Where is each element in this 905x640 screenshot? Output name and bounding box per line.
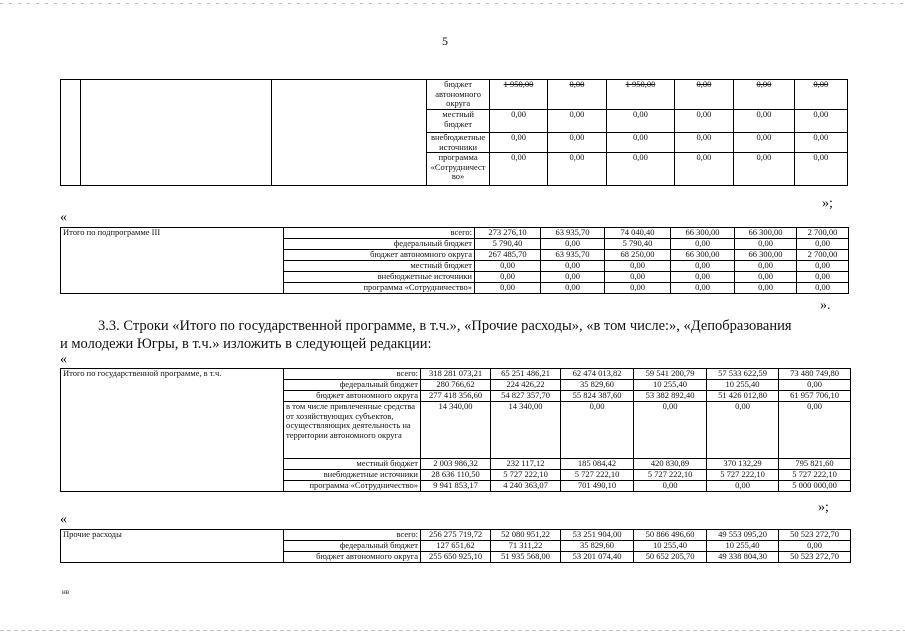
- funding-source: федеральный бюджет: [284, 380, 421, 391]
- value-cell: 2 700,00: [797, 250, 849, 261]
- value-cell: 0,00: [779, 541, 851, 552]
- value-cell: 255 650 925,10: [421, 552, 491, 563]
- paragraph-line-2: и молодежи Югры, в т.ч.» изложить в следующей редакции:: [60, 336, 432, 352]
- value-cell: 0,00: [797, 239, 849, 250]
- value-cell: 5 727 222,10: [491, 470, 561, 481]
- value-cell: 370 132,29: [707, 459, 779, 470]
- value-cell: 71 311,22: [491, 541, 561, 552]
- value-cell: 49 553 095,20: [707, 530, 779, 541]
- value-cell: 0,00: [735, 283, 797, 294]
- value-cell: 5 727 222,10: [707, 470, 779, 481]
- paragraph-line-1: 3.3. Строки «Итого по государственной программе, в т.ч.», «Прочие расходы», «в том числе:», «Депобразования: [98, 318, 792, 334]
- value-cell: 0,00: [475, 283, 541, 294]
- funding-source: федеральный бюджет: [284, 541, 421, 552]
- empty-cell: [61, 80, 81, 186]
- value-cell: 66 300,00: [671, 228, 735, 239]
- table-row: [61, 530, 851, 541]
- value-cell: 273 276,10: [475, 228, 541, 239]
- value-cell: 0,00: [605, 272, 671, 283]
- value-cell: 35 829,60: [561, 380, 634, 391]
- value-cell: 66 300,00: [735, 228, 797, 239]
- value-cell: 0,00: [475, 261, 541, 272]
- value-cell: 50 523 272,70: [779, 552, 851, 563]
- value-cell: 10 255,40: [707, 541, 779, 552]
- value-cell: 0,00: [561, 402, 634, 459]
- value-cell: 66 300,00: [671, 250, 735, 261]
- row-title: Итого по подпрограмме III: [61, 228, 284, 294]
- value-cell: 53 251 904,00: [561, 530, 634, 541]
- funding-source: программа «Сотрудничество»: [284, 481, 421, 492]
- value-cell: 0,00: [671, 239, 735, 250]
- value-cell: 10 255,40: [634, 541, 707, 552]
- footnote-mark: нв: [62, 588, 70, 596]
- funding-source: федеральный бюджет: [284, 239, 475, 250]
- funding-source: внебюджетные источники: [426, 133, 490, 153]
- value-cell: 5 790,40: [605, 239, 671, 250]
- funding-source: местный бюджет: [284, 261, 475, 272]
- value-cell: 0,00: [707, 402, 779, 459]
- funding-source: программа «Сотрудничество»: [284, 283, 475, 294]
- value-cell: 0,00: [794, 110, 847, 133]
- value-cell: 55 824 387,60: [561, 391, 634, 402]
- value-cell: 10 255,40: [634, 380, 707, 391]
- scan-bottom-edge: [0, 630, 905, 631]
- value-cell: 54 827 357,70: [491, 391, 561, 402]
- value-cell: 127 651,62: [421, 541, 491, 552]
- value-cell: 0,00: [607, 110, 675, 133]
- value-cell: 50 523 272,70: [779, 530, 851, 541]
- value-cell: 74 040,40: [605, 228, 671, 239]
- funding-source: бюджет автономного округа: [284, 391, 421, 402]
- funding-source: в том числе привлеченные средства от хозяйствующих субъектов, осуществляющих деятельность на территории автономного округа: [284, 402, 421, 459]
- value-cell: 0,00: [734, 110, 794, 133]
- value-cell: 68 250,00: [605, 250, 671, 261]
- value-cell: 51 426 012,80: [707, 391, 779, 402]
- value-cell: 49 338 804,30: [707, 552, 779, 563]
- funding-source: программа «Сотрудничест во»: [426, 153, 490, 186]
- value-cell: 0,00: [734, 153, 794, 186]
- value-cell: 0,00: [674, 80, 733, 110]
- value-cell: 420 830,89: [634, 459, 707, 470]
- value-cell: 0,00: [607, 153, 675, 186]
- value-cell: 65 251 486,21: [491, 369, 561, 380]
- funding-source: всего:: [284, 369, 421, 380]
- open-quote-4: «: [60, 512, 67, 527]
- value-cell: 0,00: [547, 110, 606, 133]
- value-cell: 5 790,40: [475, 239, 541, 250]
- value-cell: 0,00: [671, 261, 735, 272]
- value-cell: 0,00: [707, 481, 779, 492]
- value-cell: 50 652 205,70: [634, 552, 707, 563]
- subprogram-total-table: [60, 227, 849, 294]
- table-row: [61, 228, 849, 239]
- value-cell: 0,00: [541, 261, 605, 272]
- value-cell: 0,00: [490, 110, 547, 133]
- funding-source: внебюджетные источники: [284, 272, 475, 283]
- value-cell: 2 003 986,32: [421, 459, 491, 470]
- value-cell: 62 474 013,82: [561, 369, 634, 380]
- empty-cell: [272, 80, 427, 186]
- value-cell: 318 281 073,21: [421, 369, 491, 380]
- funding-source: бюджет автономного округа: [284, 552, 421, 563]
- value-cell: 10 255,40: [707, 380, 779, 391]
- value-cell: 277 418 356,60: [421, 391, 491, 402]
- closing-quote-1: »;: [822, 196, 833, 211]
- value-cell: 0,00: [735, 261, 797, 272]
- value-cell: 0,00: [674, 153, 733, 186]
- value-cell: 0,00: [797, 272, 849, 283]
- value-cell: 0,00: [671, 283, 735, 294]
- closing-quote-2: ».: [820, 298, 831, 313]
- value-cell: 280 766,62: [421, 380, 491, 391]
- funding-source: бюджет автономного округа: [426, 80, 490, 110]
- value-cell: 0,00: [735, 272, 797, 283]
- closing-quote-3: »;: [818, 500, 829, 515]
- row-title: Итого по государственной программе, в т.ч.: [61, 369, 284, 492]
- amendment-paragraph: [60, 317, 850, 353]
- value-cell: 267 485,70: [475, 250, 541, 261]
- funding-source: местный бюджет: [426, 110, 490, 133]
- program-total-table: [60, 368, 851, 492]
- value-cell: 53 382 892,40: [634, 391, 707, 402]
- value-cell: 0,00: [605, 261, 671, 272]
- funding-source: всего:: [284, 228, 475, 239]
- value-cell: 0,00: [779, 402, 851, 459]
- value-cell: 2 700,00: [797, 228, 849, 239]
- value-cell: 53 201 074,40: [561, 552, 634, 563]
- value-cell: 14 340,00: [421, 402, 491, 459]
- value-cell: 0,00: [605, 283, 671, 294]
- value-cell: 0,00: [794, 80, 847, 110]
- value-cell: 0,00: [674, 133, 733, 153]
- value-cell: 0,00: [541, 272, 605, 283]
- value-cell: 0,00: [634, 481, 707, 492]
- funding-source: местный бюджет: [284, 459, 421, 470]
- value-cell: 14 340,00: [491, 402, 561, 459]
- value-cell: 0,00: [794, 153, 847, 186]
- value-cell: 0,00: [607, 133, 675, 153]
- value-cell: 0,00: [735, 239, 797, 250]
- value-cell: 50 866 496,60: [634, 530, 707, 541]
- value-cell: 1 950,00: [607, 80, 675, 110]
- value-cell: 5 000 000,00: [779, 481, 851, 492]
- value-cell: 63 935,70: [541, 228, 605, 239]
- value-cell: 0,00: [541, 239, 605, 250]
- value-cell: 0,00: [547, 153, 606, 186]
- funding-source: внебюджетные источники: [284, 470, 421, 481]
- value-cell: 0,00: [634, 402, 707, 459]
- open-quote-3: «: [60, 352, 67, 367]
- value-cell: 0,00: [490, 153, 547, 186]
- value-cell: 0,00: [734, 80, 794, 110]
- value-cell: 0,00: [547, 133, 606, 153]
- value-cell: 0,00: [779, 380, 851, 391]
- value-cell: 0,00: [734, 133, 794, 153]
- value-cell: 28 636 110,50: [421, 470, 491, 481]
- value-cell: 0,00: [475, 272, 541, 283]
- value-cell: 701 490,10: [561, 481, 634, 492]
- row-title: Прочие расходы: [61, 530, 284, 563]
- table-row: [61, 80, 848, 110]
- value-cell: 0,00: [797, 261, 849, 272]
- value-cell: 52 080 951,22: [491, 530, 561, 541]
- value-cell: 1 950,00: [490, 80, 547, 110]
- value-cell: 0,00: [541, 283, 605, 294]
- page-number: 5: [442, 34, 448, 48]
- scan-top-edge: [0, 3, 905, 4]
- value-cell: 73 480 749,80: [779, 369, 851, 380]
- continuation-table: [60, 79, 848, 186]
- value-cell: 5 727 222,10: [634, 470, 707, 481]
- value-cell: 0,00: [671, 272, 735, 283]
- value-cell: 0,00: [674, 110, 733, 133]
- value-cell: 9 941 853,17: [421, 481, 491, 492]
- value-cell: 4 240 363,07: [491, 481, 561, 492]
- funding-source: бюджет автономного округа: [284, 250, 475, 261]
- value-cell: 57 533 622,59: [707, 369, 779, 380]
- value-cell: 185 084,42: [561, 459, 634, 470]
- value-cell: 35 829,60: [561, 541, 634, 552]
- value-cell: 224 426,22: [491, 380, 561, 391]
- value-cell: 61 957 706,10: [779, 391, 851, 402]
- empty-cell: [81, 80, 272, 186]
- value-cell: 5 727 222,10: [779, 470, 851, 481]
- table-row: [61, 369, 851, 380]
- value-cell: 51 935 568,00: [491, 552, 561, 563]
- value-cell: 0,00: [547, 80, 606, 110]
- value-cell: 63 935,70: [541, 250, 605, 261]
- value-cell: 0,00: [797, 283, 849, 294]
- other-expenses-table: [60, 529, 851, 563]
- funding-source: всего:: [284, 530, 421, 541]
- value-cell: 5 727 222,10: [561, 470, 634, 481]
- value-cell: 66 300,00: [735, 250, 797, 261]
- value-cell: 256 275 719,72: [421, 530, 491, 541]
- value-cell: 0,00: [490, 133, 547, 153]
- open-quote-2: «: [60, 210, 67, 225]
- value-cell: 59 541 200,79: [634, 369, 707, 380]
- value-cell: 795 821,60: [779, 459, 851, 470]
- value-cell: 0,00: [794, 133, 847, 153]
- value-cell: 232 117,12: [491, 459, 561, 470]
